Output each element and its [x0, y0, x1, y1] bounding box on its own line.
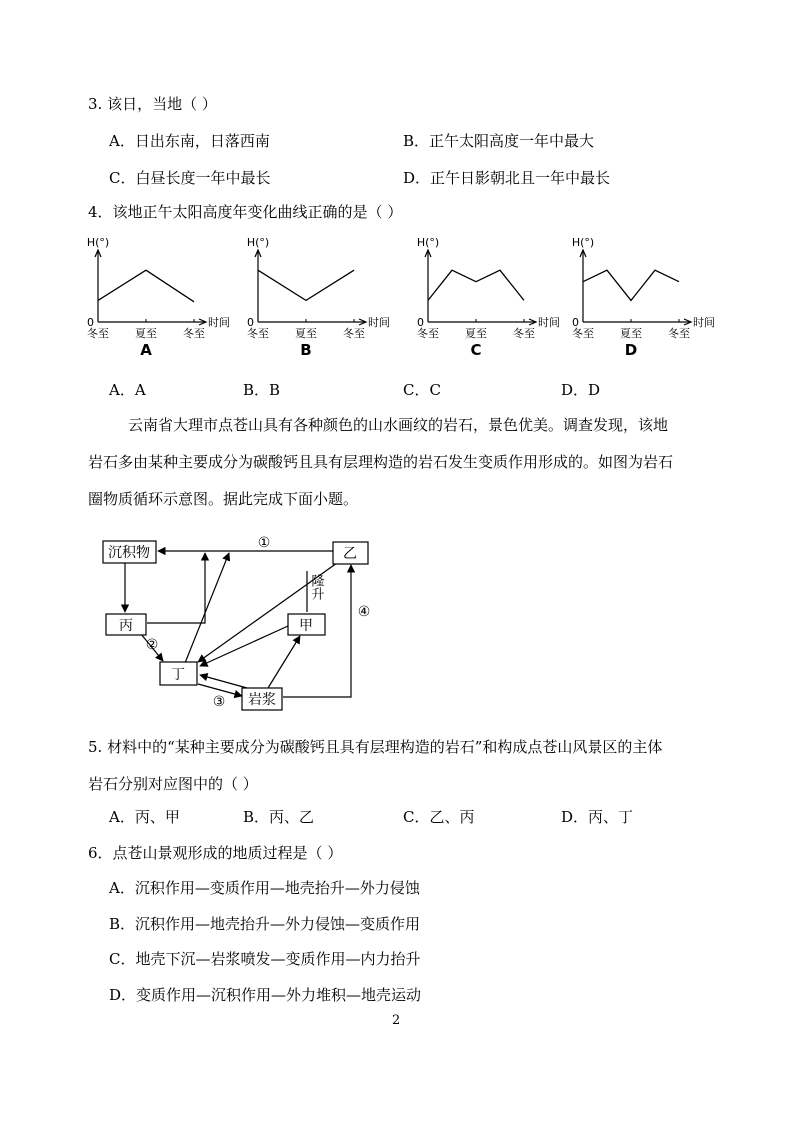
q5-stem	[88, 729, 708, 803]
graph-b-curve	[258, 270, 354, 300]
graph-a-y-label: H(°)	[86, 236, 110, 249]
graph-b-tick-label-1: 夏至	[295, 327, 317, 340]
passage-line-3: 圈物质循环示意图。据此完成下面小题。	[88, 490, 359, 508]
graph-c-title: C	[470, 341, 482, 359]
q5-stem-line-2: 岩石分别对应图中的（ ）	[88, 775, 258, 793]
graph-b-tick-label-2: 冬至	[343, 327, 365, 340]
q4-graphs	[0, 230, 793, 365]
q6-option-b: B．沉积作用—地壳抬升—外力侵蚀—变质作用	[109, 915, 421, 933]
arrow-magma-to-jia	[268, 636, 300, 688]
graph-b-x-label: 时间	[368, 316, 390, 329]
graph-c-origin: 0	[417, 316, 424, 329]
label-c4: ④	[357, 604, 371, 620]
passage-line-2: 岩石多由某种主要成分为碳酸钙且具有层理构造的岩石发生变质作用形成的。如图为岩石	[88, 453, 674, 471]
graph-b-origin: 0	[247, 316, 254, 329]
graph-d-title: D	[624, 341, 638, 359]
q6-option-d: D．变质作用—沉积作用—外力堆积—地壳运动	[109, 986, 422, 1004]
graph-a-tick-label-0: 冬至	[87, 327, 109, 340]
label-jia: 甲	[299, 618, 313, 634]
q3-stem: 3. 该日，当地（ ）	[88, 95, 217, 113]
passage-line-1: 云南省大理市点苍山具有各种颜色的山水画纹的岩石，景色优美。调查发现，该地	[128, 416, 669, 434]
q6-option-c: C．地壳下沉—岩浆喷发—变质作用—内力抬升	[109, 950, 421, 968]
q3-option-c: C．白昼长度一年中最长	[109, 169, 271, 187]
page-number: 2	[392, 1013, 401, 1028]
graph-c-tick-label-1: 夏至	[465, 327, 487, 340]
q3-option-d: D．正午日影朝北且一年中最长	[403, 169, 611, 187]
label-magma: 岩浆	[248, 692, 276, 708]
graph-d-tick-label-2: 冬至	[668, 327, 690, 340]
q4-option-b: B．B	[243, 381, 281, 399]
q4-stem: 4．该地正午太阳高度年变化曲线正确的是（ ）	[88, 203, 403, 221]
graph-b-y-label: H(°)	[246, 236, 270, 249]
label-bing: 丙	[119, 618, 133, 634]
label-c2: ②	[145, 637, 159, 653]
graph-b-tick-label-0: 冬至	[247, 327, 269, 340]
graph-a-curve	[98, 270, 194, 302]
q6-stem: 6．点苍山景观形成的地质过程是（ ）	[88, 844, 343, 862]
q5-option-b: B．丙、乙	[243, 808, 315, 826]
graph-d-curve	[583, 270, 679, 300]
rock-cycle-diagram	[0, 520, 793, 720]
graph-d-y-label: H(°)	[571, 236, 595, 249]
q5-option-a: A．丙、甲	[109, 808, 180, 826]
label-c3: ③	[212, 694, 226, 710]
q5-option-d: D．丙、丁	[561, 808, 634, 826]
q6-option-a: A．沉积作用—变质作用—地壳抬升—外力侵蚀	[109, 879, 420, 897]
q5-stem-line-1: 5. 材料中的“某种主要成分为碳酸钙且具有层理构造的岩石”和构成点苍山风景区的主体	[88, 738, 663, 756]
q3-option-b: B．正午太阳高度一年中最大	[403, 132, 595, 150]
graph-a-tick-label-1: 夏至	[135, 327, 157, 340]
label-yi: 乙	[343, 546, 357, 562]
label-uplift: 隆升	[308, 574, 324, 600]
graph-c-tick-label-0: 冬至	[417, 327, 439, 340]
label-c1: ①	[257, 535, 271, 551]
arrow-jia-to-ding	[200, 626, 288, 666]
graph-d-origin: 0	[572, 316, 579, 329]
q4-option-d: D．D	[561, 381, 601, 399]
graph-a-x-label: 时间	[208, 316, 230, 329]
graph-a-origin: 0	[87, 316, 94, 329]
label-sediment: 沉积物	[108, 545, 150, 561]
graph-d-tick-label-0: 冬至	[572, 327, 594, 340]
graph-c-y-label: H(°)	[416, 236, 440, 249]
graph-d-tick-label-1: 夏至	[620, 327, 642, 340]
graph-a-title: A	[140, 341, 152, 359]
arrow-ding-up	[185, 553, 229, 663]
q4-option-a: A．A	[109, 381, 146, 399]
q5-option-c: C．乙、丙	[403, 808, 475, 826]
graph-c-x-label: 时间	[538, 316, 560, 329]
graph-d-x-label: 时间	[693, 316, 715, 329]
q4-option-c: C．C	[403, 381, 441, 399]
graph-a-tick-label-2: 冬至	[183, 327, 205, 340]
graph-b-title: B	[300, 341, 312, 359]
q3-option-a: A．日出东南，日落西南	[109, 132, 270, 150]
graph-c-tick-label-2: 冬至	[513, 327, 535, 340]
graph-c-curve	[428, 270, 524, 300]
label-ding: 丁	[171, 667, 185, 683]
passage	[88, 407, 708, 518]
